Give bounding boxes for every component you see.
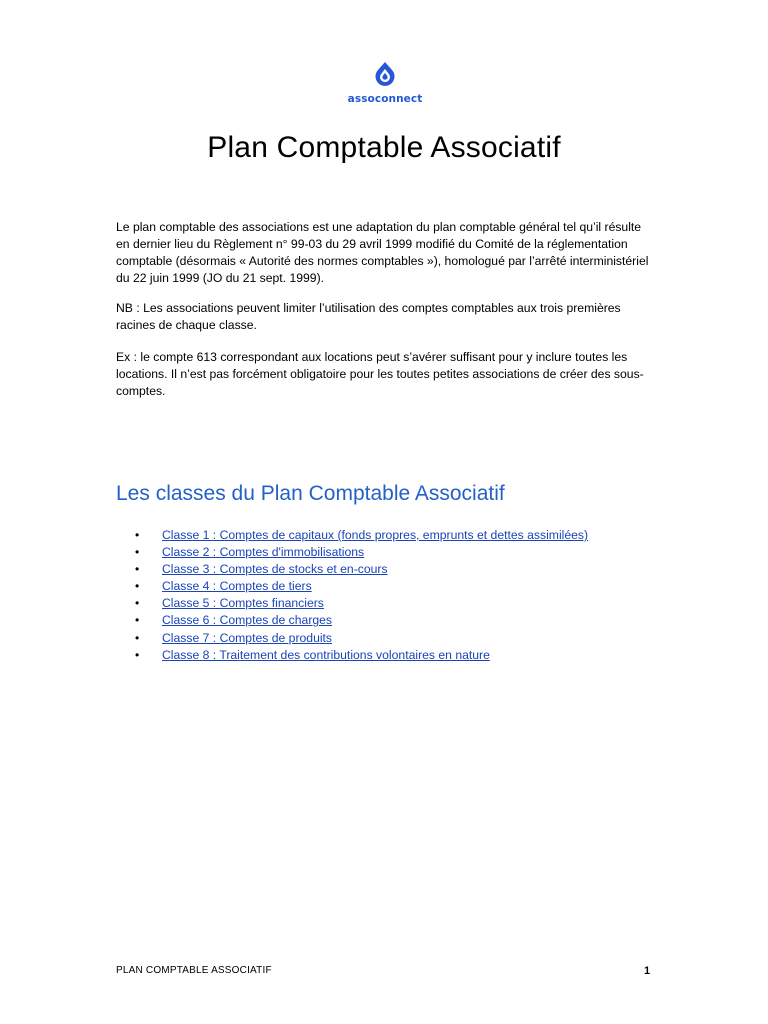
bullet-icon: • xyxy=(135,579,140,594)
page-title: Plan Comptable Associatif xyxy=(207,131,561,164)
classe-4-link[interactable]: Classe 4 : Comptes de tiers xyxy=(162,579,312,594)
list-item xyxy=(116,527,588,544)
list-item xyxy=(116,544,588,561)
bullet-icon: • xyxy=(135,528,140,542)
classe-3-link[interactable]: Classe 3 : Comptes de stocks et en-cours xyxy=(162,562,388,577)
classe-1-link[interactable]: Classe 1 : Comptes de capitaux (fonds propres, emprunts et dettes assimilées) xyxy=(162,528,589,542)
classe-8-link[interactable]: Classe 8 : Traitement des contributions volontaires en nature xyxy=(162,647,490,662)
bullet-icon: • xyxy=(135,562,140,577)
example-paragraph: Ex : le compte 613 correspondant aux locations peut s’avérer suffisant pour y inclure toutes les locations. Il n’est pas forcément obligatoire pour les toutes petites associations de créer des sous-comptes. xyxy=(116,350,644,398)
list-item xyxy=(116,612,588,629)
list-item xyxy=(116,595,588,612)
section-heading: Les classes du Plan Comptable Associatif xyxy=(116,482,505,505)
bullet-icon: • xyxy=(135,647,140,662)
intro-paragraph: Le plan comptable des associations est une adaptation du plan comptable général tel qu’il résulte en dernier lieu du Règlement n° 99-03 du 29 avril 1999 modifié du Comité de la réglementation comptable (désormais « Autorité des normes comptables »), homologué par l’arrêté interministériel du 22 juin 1999 (JO du 21 sept. 1999). xyxy=(116,220,649,285)
bullet-icon: • xyxy=(135,545,140,560)
page-number: 1 xyxy=(644,965,651,977)
classe-6-link[interactable]: Classe 6 : Comptes de charges xyxy=(162,613,333,628)
list-item xyxy=(116,561,588,578)
classe-7-link[interactable]: Classe 7 : Comptes de produits xyxy=(162,630,333,645)
assoconnect-logo xyxy=(340,60,430,108)
assoconnect-logo-icon xyxy=(370,60,400,92)
list-item xyxy=(116,578,588,595)
nb-paragraph: NB : Les associations peuvent limiter l’utilisation des comptes comptables aux trois premières racines de chaque classe. xyxy=(116,301,621,332)
footer-label: PLAN COMPTABLE ASSOCIATIF xyxy=(116,965,272,976)
list-item xyxy=(116,647,588,664)
classe-5-link[interactable]: Classe 5 : Comptes financiers xyxy=(162,596,324,611)
list-item xyxy=(116,630,588,647)
bullet-icon: • xyxy=(135,596,140,611)
bullet-icon: • xyxy=(135,613,140,628)
classes-list xyxy=(116,527,588,664)
classe-2-link[interactable]: Classe 2 : Comptes d'immobilisations xyxy=(162,545,365,560)
logo-wordmark: assoconnect xyxy=(347,93,423,105)
bullet-icon: • xyxy=(135,630,140,645)
